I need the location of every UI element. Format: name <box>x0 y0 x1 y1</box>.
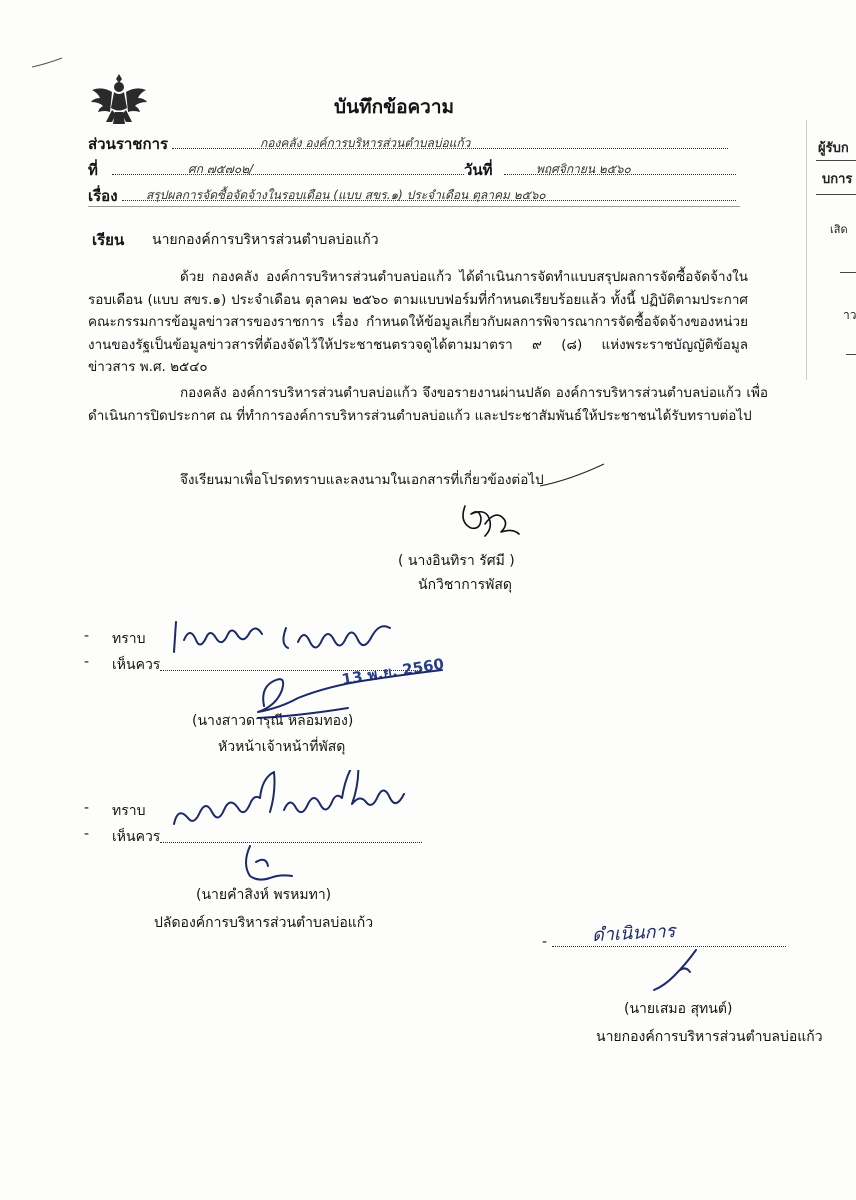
review1-acknowledge-label: ทราบ <box>112 631 146 647</box>
adjacent-page-rule-3 <box>840 272 856 273</box>
review1-opinion-label: เห็นควร <box>112 657 161 673</box>
adjacent-page-rule-1 <box>816 160 856 161</box>
adjacent-page-edge <box>806 120 856 380</box>
signature-inthira <box>455 498 525 546</box>
adjacent-page-text-2: บการ <box>822 172 853 187</box>
body-paragraph-1: ด้วย กองคลัง องค์การบริหารส่วนตำบลบ่อแก้ว ได้ดำเนินการจัดทำแบบสรุปผลการจัดซื้อจัดจ้างในรอบเดือน (แบบ สขร.๑) ประจำเดือน ตุลาคม ๒๕๖๐ ตามแบบฟอร์มที่กำหนดเรียบร้อยแล้ว ทั้งนี้ ปฏิบัติตามประกาศคณะกรรมการข้อมูลข่าวสารของราชการ เรื่อง กำหนดให้ข้อมูลเกี่ยวกับผลการพิจารณาการจัดซื้อจัดจ้างของหน่วยงานของรัฐเป็นข้อมูลข่าวสารที่ต้องจัดไว้ให้ประชาชนตรวจดูได้ตามมาตรา ๙ (๘) แห่งพระราชบัญญัติข้อมูลข่าวสาร พ.ศ. ๒๕๔๐ <box>88 269 748 375</box>
review2-position: ปลัดองค์การบริหารส่วนตำบลบ่อแก้ว <box>154 915 374 931</box>
subject-label: เรื่อง <box>88 187 118 205</box>
review1-handwritten-note <box>166 614 430 664</box>
review2-name: (นายคำสิงห์ พรหมทา) <box>196 887 332 903</box>
review2-signature <box>228 840 308 886</box>
review1-position: หัวหน้าเจ้าหน้าที่พัสดุ <box>218 739 346 755</box>
adjacent-page-rule-2 <box>816 194 856 195</box>
review1-name: (นางสาวดารุณี หลอมทอง) <box>192 713 354 729</box>
review1-dash-1: - <box>84 628 90 644</box>
agency-value: กองคลัง องค์การบริหารส่วนตำบลบ่อแก้ว <box>260 136 471 150</box>
reference-dotted-line <box>112 174 464 175</box>
review2-handwritten-note <box>166 770 466 840</box>
approval-handwritten-text: ดำเนินการ <box>591 920 676 947</box>
body-paragraph-2: กองคลัง องค์การบริหารส่วนตำบลบ่อแก้ว จึงขอรายงานผ่านปลัด องค์การบริหารส่วนตำบลบ่อแก้ว เพื่อดำเนินการปิดประกาศ ณ ที่ทำการองค์การบริหารส่วนตำบลบ่อแก้ว และประชาสัมพันธ์ให้ประชาชนได้รับทราบต่อไป <box>88 385 768 424</box>
approval-signature <box>640 944 710 994</box>
approval-position: นายกองค์การบริหารส่วนตำบลบ่อแก้ว <box>596 1029 823 1045</box>
addressee-value: นายกองค์การบริหารส่วนตำบลบ่อแก้ว <box>152 232 379 248</box>
review1-dash-2: - <box>84 654 90 670</box>
adjacent-page-text-1: ผู้รับก <box>818 141 849 156</box>
approval-dash: - <box>542 934 548 950</box>
review2-dash-2: - <box>84 826 90 842</box>
signer1-position: นักวิชาการพัสดุ <box>418 577 512 593</box>
document-title: บันทึกข้อความ <box>334 96 455 118</box>
review2-acknowledge-label: ทราบ <box>112 803 146 819</box>
signer1-name: ( นางอินทิรา รัศมี ) <box>398 553 515 569</box>
review2-dash-1: - <box>84 800 90 816</box>
adjacent-page-text-4: าว <box>843 308 856 322</box>
reference-label: ที่ <box>88 161 98 179</box>
stray-mark <box>30 56 64 70</box>
header-rule <box>88 206 740 207</box>
reference-value: ศก ๗๕๗๐๒/ <box>188 162 254 176</box>
adjacent-page-text-3: เสิด <box>830 223 848 236</box>
approval-name: (นายเสมอ สุทนต์) <box>624 1001 733 1017</box>
agency-label: ส่วนราชการ <box>88 135 169 153</box>
date-value: พฤศจิกายน ๒๕๖๐ <box>536 162 631 176</box>
subject-value: สรุปผลการจัดซื้อจัดจ้างในรอบเดือน (แบบ สขร.๑) ประจำเดือน ตุลาคม ๒๕๖๐ <box>146 188 546 202</box>
garuda-emblem-icon <box>88 70 150 128</box>
adjacent-page-rule-4 <box>846 354 856 355</box>
review2-opinion-label: เห็นควร <box>112 829 161 845</box>
closing-pen-stroke <box>538 460 608 490</box>
review1-date-stamp: 13 พ.ย. 2560 <box>340 654 446 689</box>
date-label: วันที่ <box>464 161 493 179</box>
addressee-label: เรียน <box>92 231 125 249</box>
closing-sentence: จึงเรียนมาเพื่อโปรดทราบและลงนามในเอกสารที่เกี่ยวข้องต่อไป <box>180 472 544 488</box>
